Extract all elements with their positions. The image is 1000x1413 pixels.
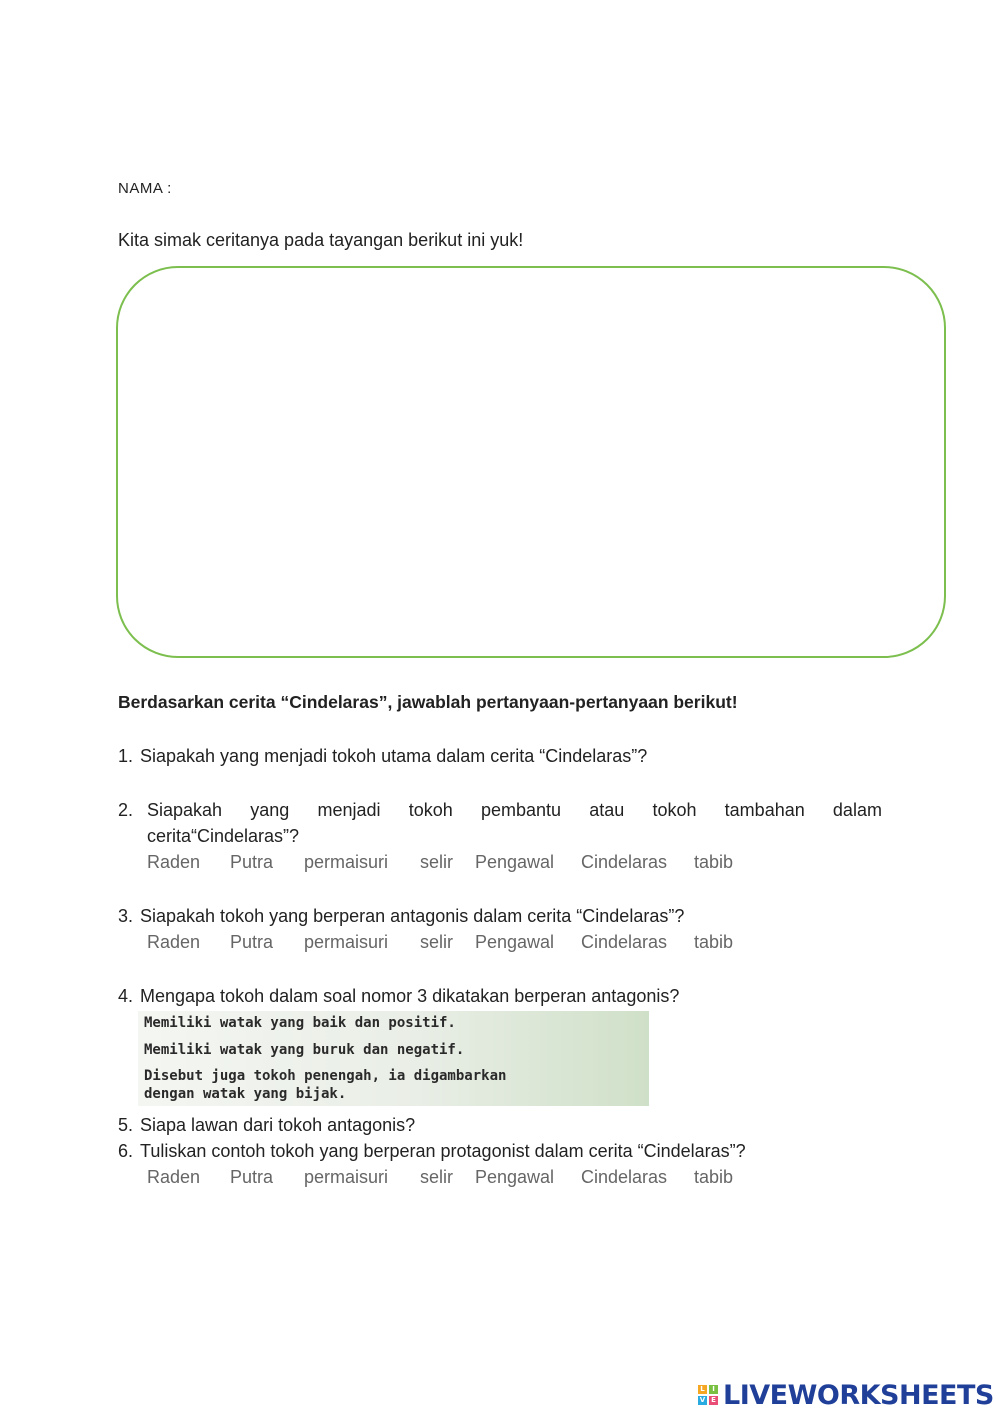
option-line[interactable]: dengan watak yang bijak. [144, 1086, 347, 1102]
question-text: Mengapa tokoh dalam soal nomor 3 dikatakan berperan antagonis? [140, 986, 680, 1006]
video-frame[interactable] [116, 266, 946, 658]
option-raden[interactable]: Raden [147, 852, 201, 872]
option-selir[interactable]: selir [420, 1167, 454, 1187]
option-raden[interactable]: Raden [147, 932, 201, 952]
word: yang [250, 800, 290, 820]
option-pengawal[interactable]: Pengawal [475, 1167, 555, 1187]
word: Siapakah [147, 800, 223, 820]
option-cindelaras[interactable]: Cindelaras [581, 852, 668, 872]
logo-tile: I [709, 1385, 718, 1394]
question-4 [118, 986, 679, 1007]
question-3 [118, 906, 684, 927]
question-text: Siapa lawan dari tokoh antagonis? [140, 1115, 416, 1135]
option-selir[interactable]: selir [420, 852, 454, 872]
question-number: 1. [118, 746, 134, 766]
word: pembantu [480, 800, 562, 820]
question-number: 2. [118, 800, 134, 820]
option-permaisuri[interactable]: permaisuri [304, 852, 389, 872]
word: tokoh [408, 800, 453, 820]
option-pengawal[interactable]: Pengawal [475, 932, 555, 952]
answer-options-image [138, 1011, 649, 1106]
option-putra[interactable]: Putra [230, 1167, 274, 1187]
word: tokoh [652, 800, 697, 820]
word: atau [589, 800, 625, 820]
option-cindelaras[interactable]: Cindelaras [581, 932, 668, 952]
option-pengawal[interactable]: Pengawal [475, 852, 555, 872]
question-6 [118, 1141, 746, 1162]
option-cindelaras[interactable]: Cindelaras [581, 1167, 668, 1187]
question-number: 4. [118, 986, 134, 1006]
option-permaisuri[interactable]: permaisuri [304, 932, 389, 952]
option-raden[interactable]: Raden [147, 1167, 201, 1187]
word: dalam [832, 800, 882, 820]
question-1 [118, 746, 647, 767]
word: menjadi [317, 800, 381, 820]
question-text: Siapakah tokoh yang berperan antagonis dalam cerita “Cindelaras”? [140, 906, 685, 926]
intro-text: Kita simak ceritanya pada tayangan berikut ini yuk! [118, 230, 524, 250]
question-text-line-2: cerita“Cindelaras”? [147, 826, 300, 846]
question-number: 6. [118, 1141, 134, 1161]
logo-tile: E [709, 1396, 718, 1405]
option-tabib[interactable]: tabib [694, 1167, 734, 1187]
question-text: Siapakah yang menjadi tokoh utama dalam cerita “Cindelaras”? [140, 746, 648, 766]
option-permaisuri[interactable]: permaisuri [304, 1167, 389, 1187]
logo-tile: L [698, 1385, 707, 1394]
logo-text: LIVEWORKSHEETS [723, 1379, 994, 1411]
option-tabib[interactable]: tabib [694, 932, 734, 952]
question-5 [118, 1115, 415, 1136]
liveworksheets-logo [698, 1380, 994, 1410]
option-tabib[interactable]: tabib [694, 852, 734, 872]
question-text: Tuliskan contoh tokoh yang berperan protagonist dalam cerita “Cindelaras”? [140, 1141, 746, 1161]
option-line[interactable]: Memiliki watak yang buruk dan negatif. [144, 1042, 465, 1058]
logo-icon [698, 1385, 718, 1405]
logo-tile: V [699, 1396, 706, 1404]
question-number: 5. [118, 1115, 134, 1135]
option-putra[interactable]: Putra [230, 932, 274, 952]
question-number: 3. [118, 906, 134, 926]
word: tambahan [724, 800, 805, 820]
question-text-line-1 [147, 800, 882, 821]
option-line[interactable]: Memiliki watak yang baik dan positif. [144, 1015, 456, 1031]
instruction-heading: Berdasarkan cerita “Cindelaras”, jawablah pertanyaan-pertanyaan berikut! [118, 692, 738, 712]
option-selir[interactable]: selir [420, 932, 454, 952]
option-line[interactable]: Disebut juga tokoh penengah, ia digambarkan [144, 1068, 507, 1084]
name-label: NAMA : [118, 180, 172, 197]
option-putra[interactable]: Putra [230, 852, 274, 872]
